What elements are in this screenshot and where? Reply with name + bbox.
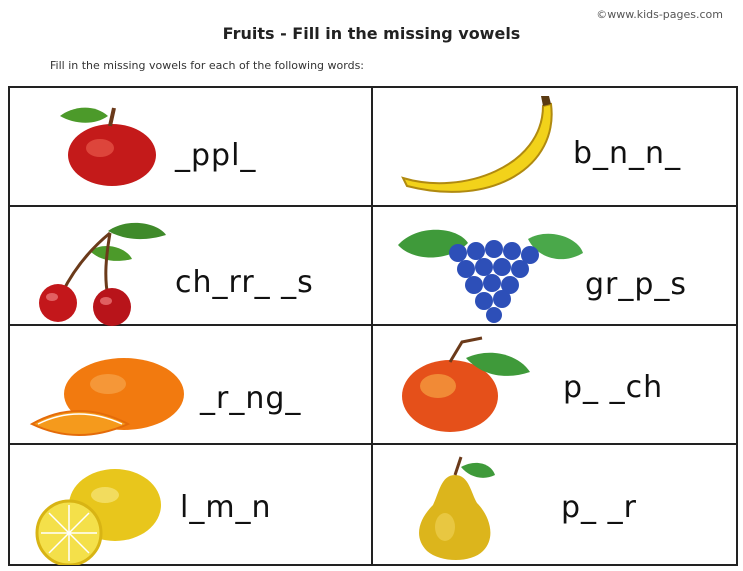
- word-apple: _ppl_: [175, 138, 257, 173]
- word-orange: _r_ng_: [200, 381, 302, 416]
- cell-apple: [10, 88, 373, 207]
- worksheet-instruction: Fill in the missing vowels for each of the following words:: [50, 59, 365, 72]
- orange-icon: [28, 354, 198, 449]
- word-pear: p_ _r: [561, 490, 637, 525]
- cell-grapes: [373, 207, 736, 326]
- copyright-credit: ©www.kids-pages.com: [596, 8, 723, 21]
- lemon-icon: [25, 465, 175, 565]
- cell-peach: [373, 326, 736, 445]
- fruit-grid: [8, 86, 738, 566]
- grapes-icon: [388, 213, 588, 323]
- cell-cherries: [10, 207, 373, 326]
- word-lemon: l_m_n: [180, 490, 272, 525]
- word-banana: b_n_n_: [573, 136, 682, 171]
- peach-icon: [388, 336, 558, 436]
- word-cherries: ch_rr_ _s: [175, 265, 314, 300]
- cell-banana: [373, 88, 736, 207]
- cell-lemon: [10, 445, 373, 564]
- worksheet-title: Fruits - Fill in the missing vowels: [222, 24, 521, 43]
- word-grapes: gr_p_s: [585, 267, 688, 302]
- pear-icon: [393, 453, 513, 563]
- banana-icon: [393, 96, 563, 196]
- apple-icon: [40, 100, 170, 190]
- word-peach: p_ _ch: [563, 370, 664, 405]
- cherries-icon: [28, 211, 173, 326]
- cell-pear: [373, 445, 736, 564]
- cell-orange: [10, 326, 373, 445]
